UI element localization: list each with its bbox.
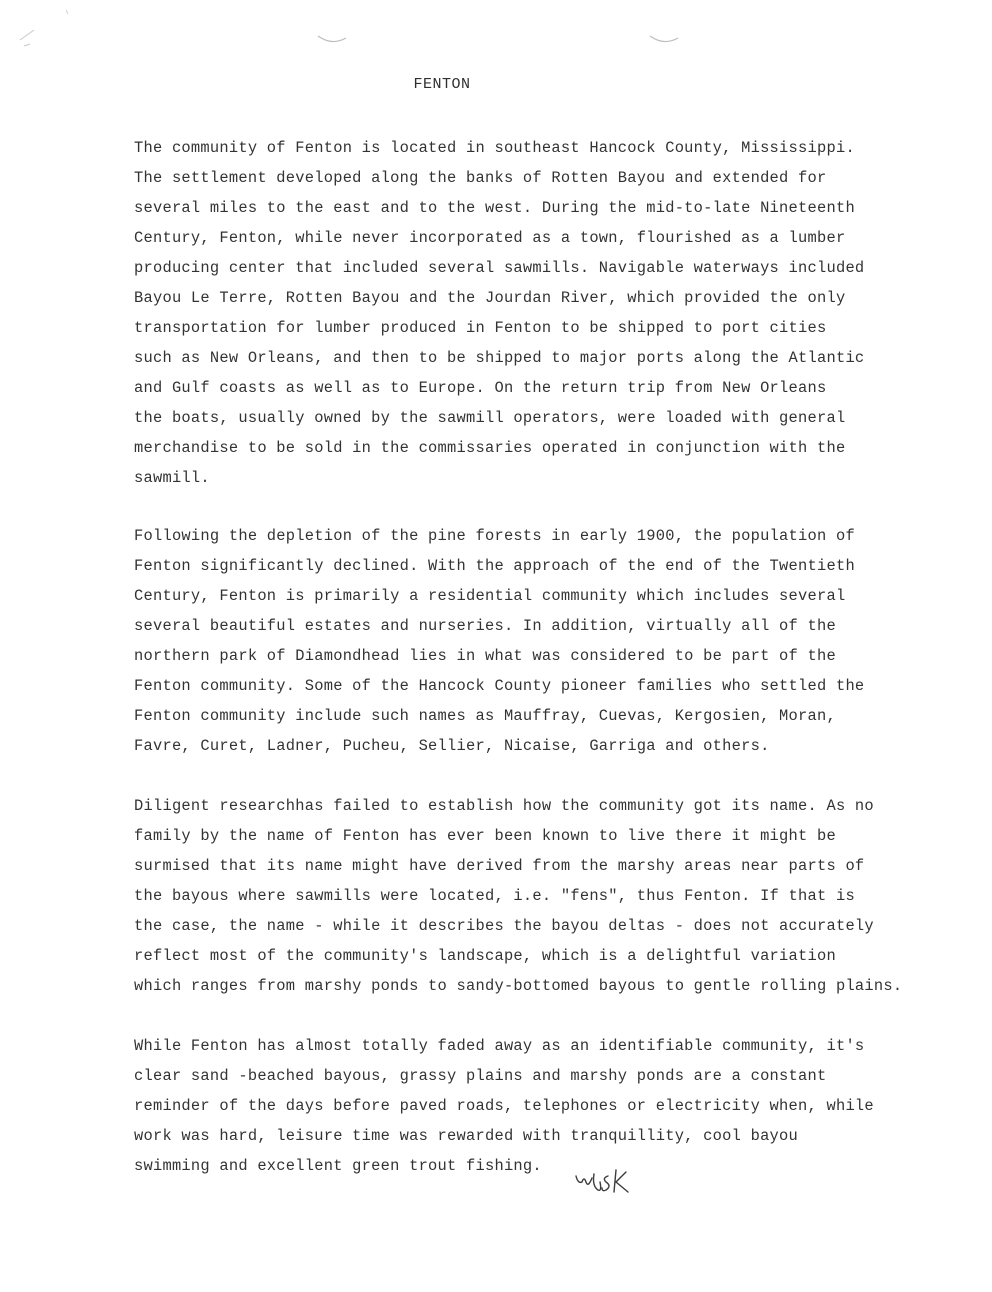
paragraph-3-line-4: the bayous where sawmills were located, i.e. "fens", thus Fenton. If that is xyxy=(134,887,855,905)
paragraph-2-line-3: Century, Fenton is primarily a residential community which includes several xyxy=(134,587,846,605)
paragraph-4-line-4: work was hard, leisure time was rewarded with tranquillity, cool bayou xyxy=(134,1127,799,1145)
paragraph-2-line-1: Following the depletion of the pine forests in early 1900, the population of xyxy=(134,527,855,545)
paragraph-2-line-5: northern park of Diamondhead lies in what was considered to be part of the xyxy=(134,647,836,665)
paragraph-3-line-6: reflect most of the community's landscape, which is a delightful variation xyxy=(134,947,836,965)
handwritten-initials-signature xyxy=(572,1162,636,1202)
paragraph-1-line-1: The community of Fenton is located in southeast Hancock County, Mississippi. xyxy=(134,139,855,157)
paragraph-3-line-2: family by the name of Fenton has ever been known to live there it might be xyxy=(134,827,836,845)
paragraph-2-line-4: several beautiful estates and nurseries. In addition, virtually all of the xyxy=(134,617,836,635)
paragraph-2-line-8: Favre, Curet, Ladner, Pucheu, Sellier, Nicaise, Garriga and others. xyxy=(134,737,770,755)
paragraph-1-line-2: The settlement developed along the banks of Rotten Bayou and extended for xyxy=(134,169,827,187)
paragraph-3-line-5: the case, the name - while it describes the bayou deltas - does not accurately xyxy=(134,917,874,935)
paragraph-1-line-7: transportation for lumber produced in Fenton to be shipped to port cities xyxy=(134,319,827,337)
paragraph-2-line-6: Fenton community. Some of the Hancock County pioneer families who settled the xyxy=(134,677,865,695)
paragraph-1-line-11: merchandise to be sold in the commissaries operated in conjunction with the xyxy=(134,439,846,457)
paragraph-4-line-5: swimming and excellent green trout fishing. xyxy=(134,1157,542,1175)
page-title: FENTON xyxy=(413,76,471,93)
paragraph-4-line-1: While Fenton has almost totally faded away as an identifiable community, it's xyxy=(134,1037,865,1055)
paragraph-3-line-1: Diligent researchhas failed to establish how the community got its name. As no xyxy=(134,797,874,815)
paragraph-3-line-3: surmised that its name might have derived from the marshy areas near parts of xyxy=(134,857,865,875)
paragraph-2-line-7: Fenton community include such names as Mauffray, Cuevas, Kergosien, Moran, xyxy=(134,707,836,725)
paragraph-4-line-3: reminder of the days before paved roads, telephones or electricity when, while xyxy=(134,1097,874,1115)
paragraph-1-line-6: Bayou Le Terre, Rotten Bayou and the Jourdan River, which provided the only xyxy=(134,289,846,307)
paragraph-3-line-7: which ranges from marshy ponds to sandy-bottomed bayous to gentle rolling plains. xyxy=(134,977,903,995)
paragraph-1-line-3: several miles to the east and to the west. During the mid-to-late Nineteenth xyxy=(134,199,855,217)
paragraph-1-line-9: and Gulf coasts as well as to Europe. On the return trip from New Orleans xyxy=(134,379,827,397)
paragraph-2-line-2: Fenton significantly declined. With the approach of the end of the Twentieth xyxy=(134,557,855,575)
paragraph-1-line-12: sawmill. xyxy=(134,469,210,487)
paragraph-4-line-2: clear sand -beached bayous, grassy plains and marshy ponds are a constant xyxy=(134,1067,827,1085)
scan-artifact xyxy=(0,0,992,60)
paragraph-1-line-10: the boats, usually owned by the sawmill operators, were loaded with general xyxy=(134,409,846,427)
paragraph-1-line-4: Century, Fenton, while never incorporated as a town, flourished as a lumber xyxy=(134,229,846,247)
paragraph-1-line-8: such as New Orleans, and then to be shipped to major ports along the Atlantic xyxy=(134,349,865,367)
paragraph-1-line-5: producing center that included several sawmills. Navigable waterways included xyxy=(134,259,865,277)
